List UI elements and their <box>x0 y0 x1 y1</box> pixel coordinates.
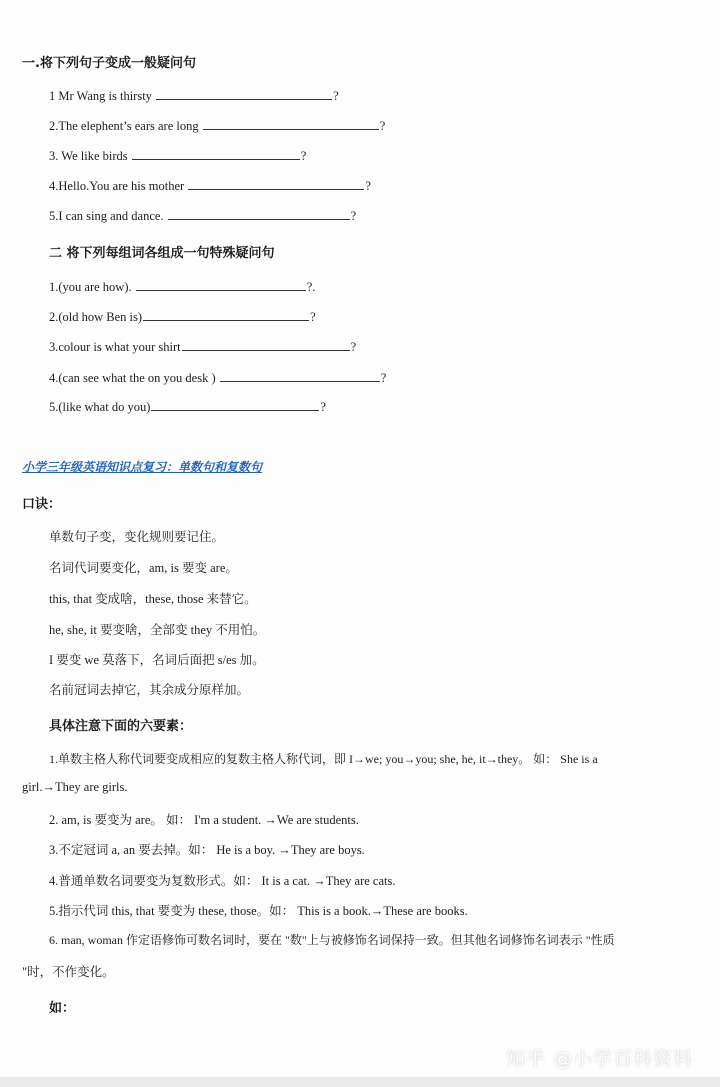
rule-2: 2. am, is 要变为 are。 如： I'm a student. →We are students. <box>49 813 359 827</box>
section2-heading: 二 将下列每组词各组成一句特殊疑问句 <box>49 246 275 261</box>
question-text: 5.(like what do you) <box>49 400 151 414</box>
answer-blank <box>203 117 379 130</box>
answer-blank <box>182 338 350 351</box>
rule-6-line-1: 6. man, woman 作定语修饰可数名词时，要在 "数"上与被修饰名词保持一致。但其他名词修饰名词表示 "性质 <box>49 933 615 947</box>
koujue-line: this, that 变成啥，these, those 来替它。 <box>49 592 257 606</box>
example-heading: 如： <box>49 1001 76 1016</box>
answer-blank <box>151 398 319 411</box>
question-line <box>49 147 306 164</box>
koujue-line: 名词代词要变化，am, is 要变 are。 <box>49 561 238 575</box>
rule-1-line-2: girl.→They are girls. <box>22 780 128 794</box>
question-text: 2.(old how Ben is) <box>49 310 143 324</box>
rule-4: 4.普通单数名词要变为复数形式。如： It is a cat. →They are cats. <box>49 874 396 888</box>
question-text: 5.I can sing and dance. <box>49 209 167 223</box>
question-text: 1 Mr Wang is thirsty <box>49 89 156 103</box>
answer-blank <box>136 278 306 291</box>
bottom-bar <box>0 1077 720 1087</box>
rule-5: 5.指示代词 this, that 要变为 these, those。如： This is a book.→These are books. <box>49 904 468 918</box>
question-line <box>49 177 371 194</box>
question-text: 2.The elephent’s ears are long <box>49 119 202 133</box>
question-line <box>49 338 356 355</box>
question-end: ? <box>320 400 326 414</box>
answer-blank <box>168 207 350 220</box>
zhihu-watermark: 知乎 @小学百科资料 <box>506 1048 694 1070</box>
question-end: ? <box>350 340 357 354</box>
question-line <box>49 117 385 134</box>
question-end: ? <box>310 310 316 324</box>
rule-6-line-2: "时，不作变化。 <box>22 965 115 979</box>
koujue-line: 名前冠词去掉它，其余成分原样加。 <box>49 683 250 697</box>
question-end: ? <box>380 371 387 385</box>
question-text: 4.(can see what the on you desk ) <box>49 371 219 385</box>
question-text: 4.Hello.You are his mother <box>49 179 188 193</box>
question-line <box>49 278 315 295</box>
question-line <box>49 398 326 415</box>
answer-blank <box>143 308 309 321</box>
answer-blank <box>188 177 364 190</box>
koujue-heading: 口诀： <box>22 497 62 512</box>
question-end: ? <box>379 119 386 133</box>
answer-blank <box>132 147 300 160</box>
rule-3: 3.不定冠词 a, an 要去掉。如： He is a boy. →They are boys. <box>49 843 365 857</box>
question-end: ? <box>333 89 339 103</box>
article-title-link[interactable]: 小学三年级英语知识点复习：单数句和复数句 <box>22 460 263 474</box>
question-text: 3. We like birds <box>49 149 131 163</box>
question-line <box>49 308 316 325</box>
question-line <box>49 87 339 104</box>
section1-heading: 一.将下列句子变成一般疑问句 <box>22 56 196 71</box>
question-end: ? <box>350 209 357 223</box>
question-text: 1.(you are how). <box>49 280 135 294</box>
answer-blank <box>220 369 380 382</box>
koujue-line: I 要变 we 莫落下，名词后面把 s/es 加。 <box>49 653 265 667</box>
answer-blank <box>156 87 332 100</box>
question-text: 3.colour is what your shirt <box>49 340 181 354</box>
six-elements-heading: 具体注意下面的六要素： <box>49 719 193 734</box>
question-line <box>49 207 356 224</box>
question-line <box>49 369 386 386</box>
question-end: ?. <box>306 280 316 294</box>
rule-1-line-1: 1.单数主格人称代词要变成相应的复数主格人称代词，即 I→we; you→you; she, he, it→they。 如： She is a <box>49 752 598 766</box>
question-end: ? <box>365 179 371 193</box>
koujue-line: 单数句子变，变化规则要记住。 <box>49 530 225 544</box>
koujue-line: he, she, it 要变啥，全部变 they 不用怕。 <box>49 623 266 637</box>
question-end: ? <box>300 149 307 163</box>
